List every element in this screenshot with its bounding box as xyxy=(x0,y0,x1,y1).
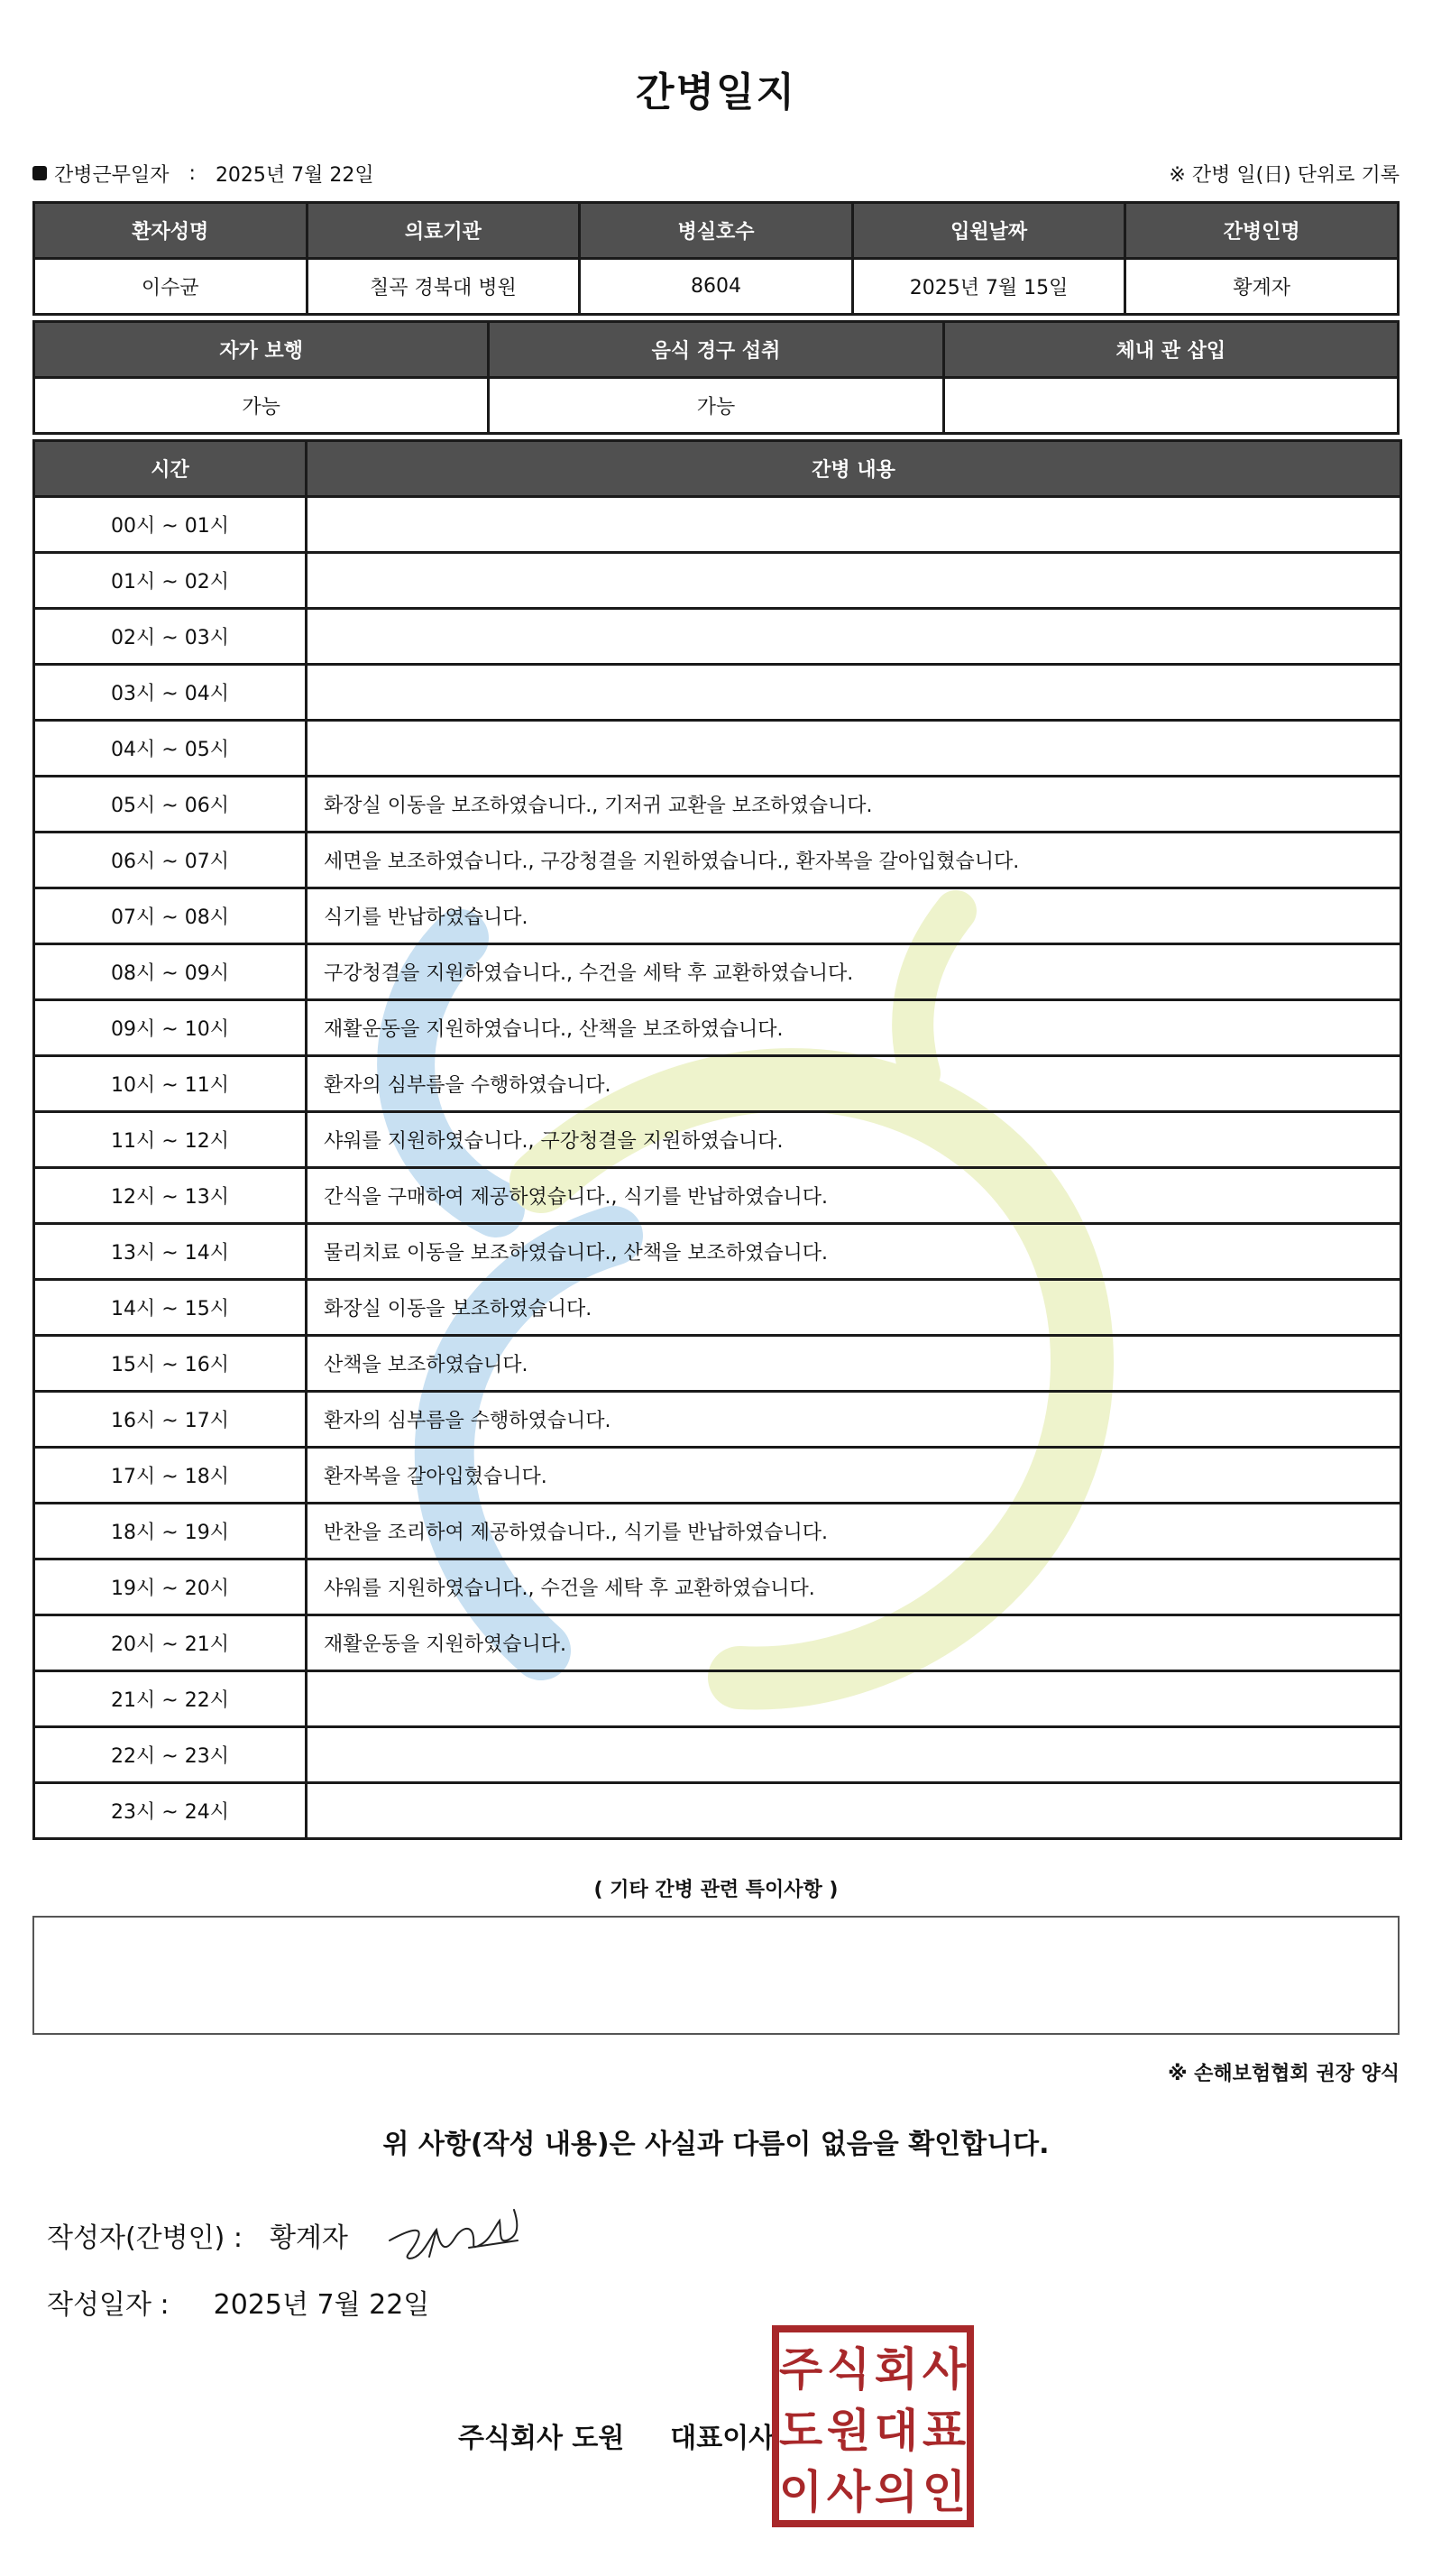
patient-status-value-row xyxy=(34,378,1399,434)
care-log-body xyxy=(34,497,1401,1839)
care-content-cell: 물리치료 이동을 보조하였습니다., 산책을 보조하였습니다. xyxy=(307,1224,1401,1280)
bullet-square-icon xyxy=(32,166,47,180)
table-row xyxy=(34,721,1401,777)
care-content-cell: 화장실 이동을 보조하였습니다., 기저귀 교환을 보조하였습니다. xyxy=(307,777,1401,833)
time-cell: 18시 ~ 19시 xyxy=(34,1504,307,1559)
value-patient-name: 이수균 xyxy=(34,259,308,315)
care-content-cell: 반찬을 조리하여 제공하였습니다., 식기를 반납하였습니다. xyxy=(307,1504,1401,1559)
care-content-cell xyxy=(307,497,1401,553)
seal-character: 원 xyxy=(826,2405,871,2457)
table-row xyxy=(34,833,1401,888)
table-row xyxy=(34,665,1401,721)
time-cell: 14시 ~ 15시 xyxy=(34,1280,307,1336)
time-cell: 10시 ~ 11시 xyxy=(34,1056,307,1112)
care-content-cell: 샤워를 지원하였습니다., 구강청결을 지원하였습니다. xyxy=(307,1112,1401,1168)
header-admission-date: 입원날짜 xyxy=(852,203,1125,259)
table-row xyxy=(34,1671,1401,1727)
time-cell: 09시 ~ 10시 xyxy=(34,1000,307,1056)
writer-label: 작성자(간병인) : xyxy=(47,2222,243,2254)
time-cell: 11시 ~ 12시 xyxy=(34,1112,307,1168)
table-row xyxy=(34,1168,1401,1224)
care-content-cell xyxy=(307,1727,1401,1783)
care-content-cell: 재활운동을 지원하였습니다. xyxy=(307,1615,1401,1671)
header-care-content: 간병 내용 xyxy=(307,441,1401,497)
time-cell: 05시 ~ 06시 xyxy=(34,777,307,833)
header-oral-intake: 음식 경구 섭취 xyxy=(489,322,943,378)
value-admission-date: 2025년 7월 15일 xyxy=(852,259,1125,315)
time-cell: 08시 ~ 09시 xyxy=(34,944,307,1000)
care-content-cell: 산책을 보조하였습니다. xyxy=(307,1336,1401,1392)
meta-row xyxy=(32,157,1400,189)
patient-status-table xyxy=(32,320,1400,435)
header-tube-insertion: 체내 관 삽입 xyxy=(943,322,1398,378)
seal-character: 식 xyxy=(826,2343,871,2396)
header-self-walking: 자가 보행 xyxy=(34,322,489,378)
table-row xyxy=(34,1615,1401,1671)
table-row xyxy=(34,609,1401,665)
table-row xyxy=(34,1727,1401,1783)
page-title: 간병일지 xyxy=(635,69,796,115)
table-row xyxy=(34,1056,1401,1112)
care-content-cell: 간식을 구매하여 제공하였습니다., 식기를 반납하였습니다. xyxy=(307,1168,1401,1224)
table-row xyxy=(34,553,1401,609)
seal-character: 주 xyxy=(778,2343,823,2396)
time-cell: 12시 ~ 13시 xyxy=(34,1168,307,1224)
time-cell: 02시 ~ 03시 xyxy=(34,609,307,665)
header-room-number: 병실호수 xyxy=(580,203,853,259)
seal-character: 이 xyxy=(778,2466,823,2518)
patient-info-table xyxy=(32,201,1400,316)
time-cell: 17시 ~ 18시 xyxy=(34,1448,307,1504)
signature-image xyxy=(382,2194,536,2275)
care-content-cell: 화장실 이동을 보조하였습니다. xyxy=(307,1280,1401,1336)
written-date-value: 2025년 7월 22일 xyxy=(213,2289,430,2321)
writer-line xyxy=(47,2215,348,2255)
header-time: 시간 xyxy=(34,441,307,497)
time-cell: 21시 ~ 22시 xyxy=(34,1671,307,1727)
confirmation-statement: 위 사항(작성 내용)은 사실과 다름이 없음을 확인합니다. xyxy=(382,2129,1050,2160)
care-content-cell: 세면을 보조하였습니다., 구강청결을 지원하였습니다., 환자복을 갈아입혔습니다. xyxy=(307,833,1401,888)
table-row xyxy=(34,1559,1401,1615)
work-date-group xyxy=(32,160,374,188)
time-cell: 04시 ~ 05시 xyxy=(34,721,307,777)
seal-character: 도 xyxy=(778,2405,823,2457)
time-cell: 03시 ~ 04시 xyxy=(34,665,307,721)
care-content-cell: 구강청결을 지원하였습니다., 수건을 세탁 후 교환하였습니다. xyxy=(307,944,1401,1000)
company-title: 대표이사 xyxy=(670,2423,776,2454)
time-cell: 00시 ~ 01시 xyxy=(34,497,307,553)
seal-character: 회 xyxy=(874,2343,919,2396)
care-log-header-row xyxy=(34,441,1401,497)
care-content-cell xyxy=(307,609,1401,665)
writer-name: 황계자 xyxy=(269,2222,348,2254)
notes-label: ( 기타 간병 관련 특이사항 ) xyxy=(593,1879,839,1901)
seal-character: 인 xyxy=(922,2466,967,2518)
patient-info-header-row xyxy=(34,203,1399,259)
table-row xyxy=(34,1448,1401,1504)
time-cell: 22시 ~ 23시 xyxy=(34,1727,307,1783)
time-cell: 20시 ~ 21시 xyxy=(34,1615,307,1671)
seal-character: 사 xyxy=(826,2466,871,2518)
written-date-label: 작성일자 : xyxy=(47,2289,170,2321)
care-content-cell: 식기를 반납하였습니다. xyxy=(307,888,1401,944)
table-row xyxy=(34,497,1401,553)
patient-status-header-row xyxy=(34,322,1399,378)
recommended-form-note: ※ 손해보험협회 권장 양식 xyxy=(1168,2063,1400,2085)
value-self-walking: 가능 xyxy=(34,378,489,434)
company-name: 주식회사 도원 xyxy=(458,2423,625,2454)
work-date-label: 간병근무일자 xyxy=(54,163,170,187)
care-content-cell: 환자의 심부름을 수행하였습니다. xyxy=(307,1392,1401,1448)
written-date-line xyxy=(47,2282,429,2322)
value-tube-insertion xyxy=(943,378,1398,434)
record-unit-note: ※ 간병 일(日) 단위로 기록 xyxy=(1169,163,1400,187)
time-cell: 23시 ~ 24시 xyxy=(34,1783,307,1839)
table-row xyxy=(34,1783,1401,1839)
value-hospital: 칠곡 경북대 병원 xyxy=(307,259,580,315)
work-date-separator: : xyxy=(188,161,196,185)
time-cell: 13시 ~ 14시 xyxy=(34,1224,307,1280)
table-row xyxy=(34,1392,1401,1448)
table-row xyxy=(34,1280,1401,1336)
table-row xyxy=(34,1504,1401,1559)
header-caregiver-name: 간병인명 xyxy=(1125,203,1399,259)
company-seal xyxy=(772,2325,974,2527)
patient-info-value-row xyxy=(34,259,1399,315)
seal-character: 표 xyxy=(922,2405,967,2457)
time-cell: 19시 ~ 20시 xyxy=(34,1559,307,1615)
care-content-cell xyxy=(307,1783,1401,1839)
table-row xyxy=(34,777,1401,833)
care-content-cell xyxy=(307,553,1401,609)
time-cell: 07시 ~ 08시 xyxy=(34,888,307,944)
table-row xyxy=(34,1336,1401,1392)
time-cell: 06시 ~ 07시 xyxy=(34,833,307,888)
care-content-cell xyxy=(307,665,1401,721)
value-oral-intake: 가능 xyxy=(489,378,943,434)
table-row xyxy=(34,944,1401,1000)
value-caregiver-name: 황계자 xyxy=(1125,259,1399,315)
work-date-value: 2025년 7월 22일 xyxy=(215,163,374,187)
time-cell: 16시 ~ 17시 xyxy=(34,1392,307,1448)
notes-box[interactable] xyxy=(32,1916,1400,2035)
care-content-cell: 재활운동을 지원하였습니다., 산책을 보조하였습니다. xyxy=(307,1000,1401,1056)
care-content-cell xyxy=(307,1671,1401,1727)
header-hospital: 의료기관 xyxy=(307,203,580,259)
care-content-cell: 환자의 심부름을 수행하였습니다. xyxy=(307,1056,1401,1112)
care-content-cell: 환자복을 갈아입혔습니다. xyxy=(307,1448,1401,1504)
value-room-number: 8604 xyxy=(580,259,853,315)
table-row xyxy=(34,1224,1401,1280)
company-line xyxy=(458,2415,775,2455)
care-log-table xyxy=(32,439,1402,1840)
care-content-cell xyxy=(307,721,1401,777)
seal-character: 의 xyxy=(874,2466,919,2518)
time-cell: 15시 ~ 16시 xyxy=(34,1336,307,1392)
seal-character: 대 xyxy=(874,2405,919,2457)
table-row xyxy=(34,1000,1401,1056)
seal-character: 사 xyxy=(922,2343,967,2396)
header-patient-name: 환자성명 xyxy=(34,203,308,259)
table-row xyxy=(34,1112,1401,1168)
time-cell: 01시 ~ 02시 xyxy=(34,553,307,609)
care-content-cell: 샤워를 지원하였습니다., 수건을 세탁 후 교환하였습니다. xyxy=(307,1559,1401,1615)
table-row xyxy=(34,888,1401,944)
